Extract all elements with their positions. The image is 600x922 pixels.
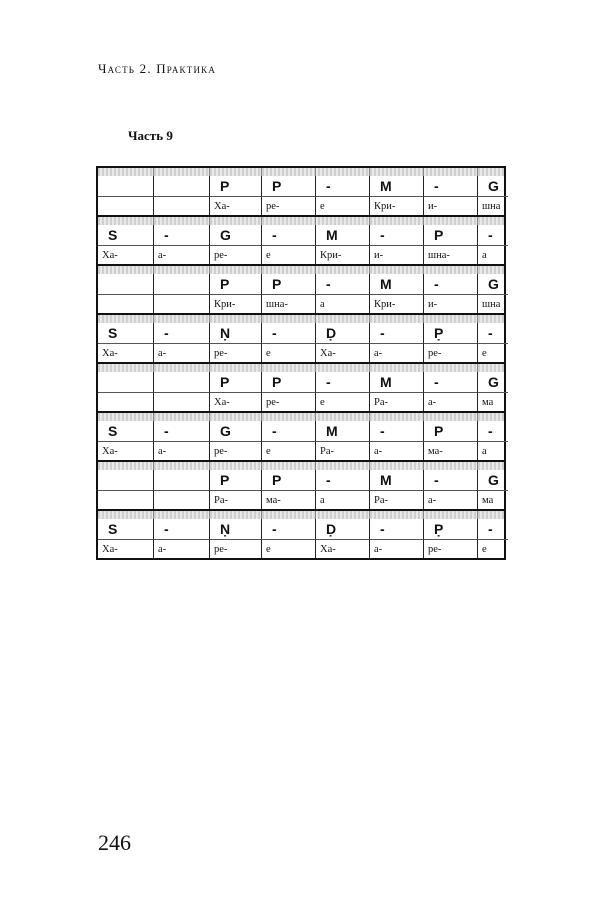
- note-cell: -: [369, 519, 423, 539]
- note-cell: M: [369, 176, 423, 196]
- syllable-cell: Ха-: [315, 343, 369, 362]
- note-cell: -: [423, 274, 477, 294]
- note-cell: -: [315, 372, 369, 392]
- syllable-cell: а-: [153, 539, 209, 558]
- note-cell: S: [108, 423, 118, 439]
- shaded-divider: [98, 511, 504, 519]
- note-cell: G: [477, 470, 508, 490]
- notation-block: [98, 411, 504, 460]
- note-cell: [98, 372, 153, 392]
- syllable-cell: Кри-: [369, 196, 423, 215]
- note-cell: -: [315, 470, 369, 490]
- syllable-cell: и-: [423, 196, 477, 215]
- syllable-cell: Кри-: [209, 294, 261, 313]
- syllable-cell: а-: [423, 392, 477, 411]
- syllable-cell: ре-: [261, 196, 315, 215]
- syllable-cell: а-: [369, 539, 423, 558]
- note-cell: -: [153, 323, 209, 343]
- note-cell: S: [108, 227, 118, 243]
- syllables-row: [98, 490, 504, 509]
- note-cell: [98, 274, 153, 294]
- notation-block: [98, 168, 504, 215]
- note-cell: P: [209, 176, 261, 196]
- syllable-cell: е: [477, 343, 508, 362]
- syllable-cell: Ха-: [98, 441, 153, 460]
- syllable-cell: [98, 196, 153, 215]
- section-title: Часть 9: [128, 128, 173, 143]
- syllable-cell: ма-: [423, 441, 477, 460]
- note-cell: P̣: [423, 519, 477, 539]
- note-cell: -: [423, 470, 477, 490]
- note-cell: -: [477, 225, 508, 245]
- syllable-cell: Ха-: [98, 343, 153, 362]
- notes-row: [98, 274, 504, 294]
- syllable-cell: е: [261, 245, 315, 264]
- notation-block: [98, 313, 504, 362]
- syllable-cell: [153, 294, 209, 313]
- note-cell: G: [477, 274, 508, 294]
- syllable-cell: ре-: [261, 392, 315, 411]
- syllable-cell: и-: [369, 245, 423, 264]
- note-cell: [153, 274, 209, 294]
- syllable-cell: Кри-: [315, 245, 369, 264]
- note-cell: -: [315, 274, 369, 294]
- note-cell: -: [423, 176, 477, 196]
- note-cell: M: [315, 225, 369, 245]
- note-cell: -: [369, 323, 423, 343]
- note-cell: G: [209, 225, 261, 245]
- syllable-cell: ре-: [209, 245, 261, 264]
- syllables-row: [98, 392, 504, 411]
- syllable-cell: шна-: [261, 294, 315, 313]
- note-cell: M: [369, 274, 423, 294]
- syllable-cell: Ха-: [98, 539, 153, 558]
- syllable-cell: е: [477, 539, 508, 558]
- note-cell: P: [423, 225, 477, 245]
- syllable-cell: Ра-: [209, 490, 261, 509]
- syllable-cell: а-: [369, 441, 423, 460]
- syllables-row: [98, 343, 504, 362]
- syllable-cell: е: [261, 343, 315, 362]
- syllable-cell: ма: [477, 490, 508, 509]
- syllables-row: [98, 196, 504, 215]
- note-cell: P̣: [423, 323, 477, 343]
- syllable-cell: ре-: [423, 539, 477, 558]
- note-cell: -: [369, 225, 423, 245]
- notes-row: [98, 519, 504, 539]
- syllable-cell: [98, 294, 153, 313]
- syllable-cell: а: [315, 490, 369, 509]
- note-cell: -: [477, 421, 508, 441]
- note-cell: [98, 176, 153, 196]
- syllable-cell: ре-: [423, 343, 477, 362]
- shaded-divider: [98, 364, 504, 372]
- note-cell: -: [261, 421, 315, 441]
- syllable-cell: а-: [369, 343, 423, 362]
- notes-row: [98, 421, 504, 441]
- syllable-cell: Ха-: [209, 392, 261, 411]
- shaded-divider: [98, 168, 504, 176]
- syllable-cell: ма: [477, 392, 508, 411]
- note-cell: P: [261, 274, 315, 294]
- page-number: 246: [98, 830, 131, 855]
- syllable-cell: Ха-: [209, 196, 261, 215]
- note-cell: G: [477, 372, 508, 392]
- note-cell: -: [261, 323, 315, 343]
- syllable-cell: е: [261, 539, 315, 558]
- notation-block: [98, 460, 504, 509]
- note-cell: [153, 372, 209, 392]
- syllable-cell: е: [315, 196, 369, 215]
- note-cell: [153, 470, 209, 490]
- syllable-cell: шна-: [423, 245, 477, 264]
- shaded-divider: [98, 217, 504, 225]
- note-cell: -: [315, 176, 369, 196]
- syllable-cell: Кри-: [369, 294, 423, 313]
- notation-block: [98, 215, 504, 264]
- syllable-cell: а-: [153, 441, 209, 460]
- note-cell: P: [423, 421, 477, 441]
- syllable-cell: а-: [423, 490, 477, 509]
- syllable-cell: а: [477, 441, 508, 460]
- note-cell: P: [261, 372, 315, 392]
- syllable-cell: а-: [153, 343, 209, 362]
- syllable-cell: [153, 392, 209, 411]
- syllable-cell: е: [261, 441, 315, 460]
- syllable-cell: [98, 490, 153, 509]
- note-cell: P: [209, 274, 261, 294]
- syllable-cell: ре-: [209, 539, 261, 558]
- syllable-cell: а: [315, 294, 369, 313]
- running-header: Часть 2. Практика: [98, 61, 217, 76]
- note-cell: Ṇ: [209, 519, 261, 539]
- syllables-row: [98, 441, 504, 460]
- syllable-cell: шна: [477, 196, 508, 215]
- syllable-cell: [153, 490, 209, 509]
- syllable-cell: Ра-: [369, 490, 423, 509]
- note-cell: -: [477, 323, 508, 343]
- notes-row: [98, 176, 504, 196]
- syllable-cell: а: [477, 245, 508, 264]
- syllable-cell: [153, 196, 209, 215]
- syllable-cell: ма-: [261, 490, 315, 509]
- note-cell: Ḍ: [315, 323, 369, 343]
- note-cell: P: [209, 470, 261, 490]
- note-cell: Ṇ: [209, 323, 261, 343]
- note-cell: S: [108, 521, 118, 537]
- syllables-row: [98, 294, 504, 313]
- note-cell: -: [477, 519, 508, 539]
- notes-row: [98, 372, 504, 392]
- notes-row: [98, 470, 504, 490]
- note-cell: M: [315, 421, 369, 441]
- notation-block: [98, 264, 504, 313]
- syllables-row: [98, 245, 504, 264]
- syllable-cell: Ра-: [369, 392, 423, 411]
- syllable-cell: а-: [153, 245, 209, 264]
- shaded-divider: [98, 266, 504, 274]
- shaded-divider: [98, 462, 504, 470]
- syllable-cell: [98, 392, 153, 411]
- notes-row: [98, 323, 504, 343]
- syllable-cell: ре-: [209, 343, 261, 362]
- syllable-cell: е: [315, 392, 369, 411]
- syllable-cell: Ха-: [315, 539, 369, 558]
- syllable-cell: и-: [423, 294, 477, 313]
- note-cell: -: [153, 225, 209, 245]
- shaded-divider: [98, 413, 504, 421]
- note-cell: -: [261, 225, 315, 245]
- syllable-cell: ре-: [209, 441, 261, 460]
- note-cell: [153, 176, 209, 196]
- note-cell: -: [153, 421, 209, 441]
- note-cell: G: [477, 176, 508, 196]
- note-cell: -: [423, 372, 477, 392]
- syllables-row: [98, 539, 504, 558]
- note-cell: P: [261, 470, 315, 490]
- note-cell: M: [369, 372, 423, 392]
- note-cell: -: [153, 519, 209, 539]
- note-cell: -: [369, 421, 423, 441]
- syllable-cell: Ха-: [98, 245, 153, 264]
- notation-block: [98, 509, 504, 558]
- notation-block: [98, 362, 504, 411]
- syllable-cell: шна: [477, 294, 508, 313]
- note-cell: S: [108, 325, 118, 341]
- notes-row: [98, 225, 504, 245]
- notation-table: [96, 166, 506, 560]
- note-cell: [98, 470, 153, 490]
- note-cell: -: [261, 519, 315, 539]
- syllable-cell: Ра-: [315, 441, 369, 460]
- note-cell: G: [209, 421, 261, 441]
- note-cell: P: [209, 372, 261, 392]
- note-cell: M: [369, 470, 423, 490]
- note-cell: Ḍ: [315, 519, 369, 539]
- shaded-divider: [98, 315, 504, 323]
- note-cell: P: [261, 176, 315, 196]
